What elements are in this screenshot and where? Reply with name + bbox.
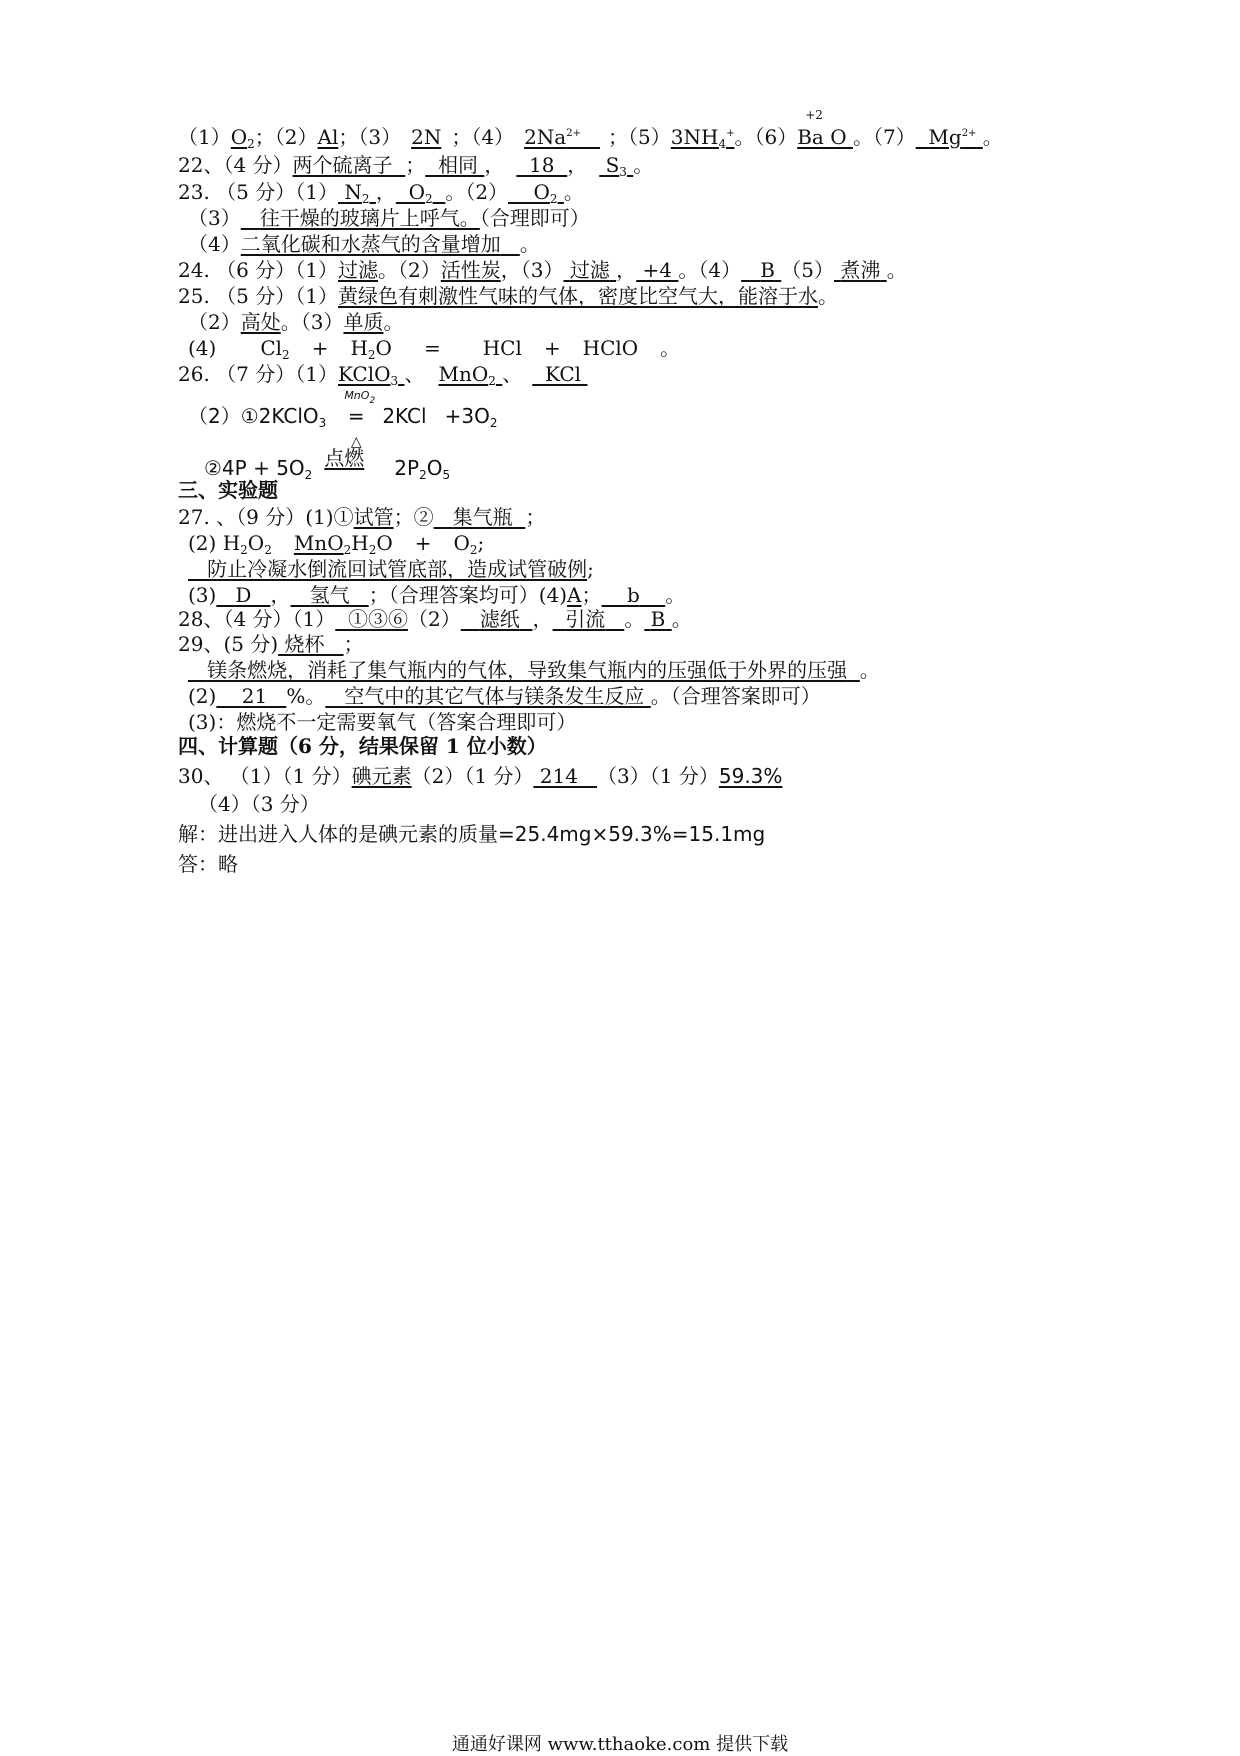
q27-sep3: ； (581, 583, 602, 607)
q26-number: 26. （7 分）（1） (178, 362, 338, 386)
q26-line1 (178, 362, 587, 393)
q22-sep3: ， (567, 153, 588, 177)
q23-answer3: $O_2$ (533, 180, 558, 206)
q28-answer3: 引流 (565, 607, 606, 631)
q27-note: ；（合理答案均可）(4) (368, 583, 568, 607)
q30-answer1: 碘元素 (351, 764, 412, 788)
q30-answer3: 59.3% (718, 764, 783, 788)
q21-sep5: 。（6） (734, 125, 798, 149)
eq2-product: $2P_2O_5$ (394, 456, 451, 482)
section-3-heading: 三、实验题 (178, 478, 278, 502)
q23-answer2: $O_2$ (408, 180, 433, 206)
eq-equals: = (423, 336, 441, 360)
q22-answer1: 两个硫离子 (292, 153, 393, 177)
q23-end: 。 (563, 180, 584, 204)
q29-answer1: 烧杯 (284, 632, 325, 656)
eq-product-hclo: HClO (582, 336, 639, 360)
q27-end: ； (525, 505, 546, 529)
q29-line1 (178, 632, 364, 656)
q27-line4-end: 。 (665, 583, 686, 607)
q25-line2-end: 。 (383, 310, 404, 334)
q28-answer4: B (650, 607, 666, 631)
q24-answer2: 活性炭 (440, 258, 501, 282)
q21-sep1: ；（2） (254, 125, 318, 149)
eq1-product1: 2KCl (382, 404, 427, 428)
eq-plus: + (543, 336, 561, 360)
q24-answer1: 过滤 (337, 258, 378, 282)
q26-sep1: 、 (404, 362, 425, 386)
section-4-heading: 四、计算题（6 分，结果保留 1 位小数） (178, 734, 547, 758)
q25-equation: (4) $Cl_2 + H_2O$ = HCl + HClO 。 (188, 336, 681, 362)
q28-sep2: ， (532, 607, 553, 631)
q28-end: 。 (671, 607, 692, 631)
q26-answer1: KClO$_3$ (337, 362, 399, 388)
q26-answer2: MnO$_2$ (438, 362, 496, 388)
q22-answer4: $S_3$ (605, 153, 627, 179)
q22-answer3: 18 (529, 153, 555, 177)
eq3-product2: $O_2$; (453, 531, 485, 557)
q28-sep3: 。 (624, 607, 645, 631)
q27-answer2: 集气瓶 (452, 505, 513, 529)
q29-number: 29、(5 分) (178, 632, 279, 656)
eq3-reactant: (2) $H_2O_2$ (188, 531, 272, 557)
q30-solution: 解：进出进入人体的是碘元素的质量=25.4mg×59.3%=15.1mg (178, 822, 766, 846)
q27-answer6: A (567, 583, 582, 607)
q25-part4-label: (4) (188, 336, 217, 360)
q27-line1 (178, 505, 545, 529)
eq-plus: + (311, 336, 329, 360)
q27-answer4: D (235, 583, 252, 607)
q22-end: 。 (633, 153, 654, 177)
q21-part1-label: （1） (178, 125, 231, 149)
q26-equation1: （2）①2KClO$_3$ MnO$_2$ = △ $2KCl +3O_2$ (188, 404, 497, 435)
q29-line2 (188, 658, 880, 682)
q27-answer3: 防止冷凝水倒流回试管底部，造成试管破例 (207, 557, 588, 581)
q30-line1 (178, 764, 782, 788)
q24-answer4: +4 (642, 258, 673, 282)
q28-line (178, 607, 692, 631)
q25-answer2: 高处 (240, 310, 281, 334)
q29-part2-label: (2) (188, 684, 217, 708)
q23-note: （合理即可） (479, 206, 590, 230)
q23-number: 23. （5 分）（1） (178, 180, 338, 204)
q30-answer-note: 答：略 (178, 852, 238, 876)
q25-line1 (178, 284, 838, 308)
q22-number: 22、（4 分） (178, 153, 293, 177)
q22-answer2: 相同 (437, 153, 478, 177)
q24-answer6: 煮沸 (840, 258, 881, 282)
q22-sep2: ， (484, 153, 505, 177)
q21-sep6: 。（7） (852, 125, 916, 149)
q27-line3 (188, 557, 594, 581)
q24-number: 24. （6 分）（1） (178, 258, 338, 282)
q23-line4-end: 。 (519, 232, 540, 256)
q29-answer2: 镁条燃烧，消耗了集气瓶内的气体，导致集气瓶内的压强低于外界的压强 (207, 658, 848, 682)
eq3-product1: $H_2O$ (351, 531, 393, 557)
q29-line2-end: 。 (859, 658, 880, 682)
q24-sep5: （5） (781, 258, 834, 282)
eq-product-hcl: HCl (482, 336, 522, 360)
q21-answer2: Al (317, 125, 339, 149)
q23-answer1: $N_2$ (344, 180, 370, 206)
q21-sep2: ；（3） (338, 125, 402, 149)
q24-answer3: 过滤 (569, 258, 610, 282)
q28-answer1: ①③⑥ (347, 607, 408, 631)
q27-line4 (188, 583, 685, 607)
q25-answer3: 单质 (343, 310, 384, 334)
eq-end: 。 (660, 336, 681, 360)
q29-answer4: 空气中的其它气体与镁条发生反应 (344, 684, 645, 708)
q25-answer1: 黄绿色有刺激性气味的气体，密度比空气大，能溶于水 (337, 284, 818, 308)
page-footer: 通通好课网 www.tthaoke.com 提供下载 (451, 1734, 789, 1755)
q30-number: 30、 （1）（1 分） (178, 764, 352, 788)
q24-end: 。 (886, 258, 907, 282)
q26-sep2: 、 (502, 362, 523, 386)
q23-answer5: 二氧化碳和水蒸气的含量增加 (240, 232, 501, 256)
q22-sep1: ； (405, 153, 426, 177)
eq-reactant-cl: Cl (260, 336, 283, 360)
q27-sep2: ， (270, 583, 291, 607)
eq1-reactant: （2）①2KClO (188, 404, 319, 428)
q24-sep2: ，（3） (500, 258, 564, 282)
eq-plus: + (414, 531, 432, 555)
q21-sep4: ；（5） (608, 125, 671, 149)
q26-equation2: ②4P + $5O_2$点燃 $2P_2O_5$ (204, 446, 451, 482)
q21-sep3: ；（4） (451, 125, 515, 149)
q23-part3-label: （3） (188, 206, 241, 230)
q21-answer5: $3NH_4^+$ (670, 125, 735, 151)
eq3-catalyst: MnO$_2$ (293, 531, 352, 557)
q25-part2-label: （2） (188, 310, 241, 334)
q30-answer2: 214 (539, 764, 578, 788)
q24-sep1: 。（2） (377, 258, 441, 282)
q25-number: 25. （5 分）（1） (178, 284, 338, 308)
q27-part3-label: (3) (188, 583, 217, 607)
eq1-sign: = (347, 404, 365, 428)
q27-answer5: 氢气 (309, 583, 350, 607)
q23-line3 (188, 206, 590, 230)
eq2-condition: 点燃 (324, 446, 365, 470)
q23-answer4: 往干燥的玻璃片上呼气。 (259, 206, 480, 230)
q21-answer7: $Mg^{2+}$ (928, 125, 977, 149)
q21-answer3: 2N (411, 125, 442, 149)
q29-answer3: 21 (241, 684, 268, 708)
q21-answer4: $2Na^{2+}$ (524, 125, 581, 149)
q29-line4: (3)：燃烧不一定需要氧气（答案合理即可） (188, 710, 577, 734)
valence-mark: +2 (805, 108, 823, 122)
q29-sep1: ； (343, 632, 364, 656)
q29-percent: %。 (286, 684, 326, 708)
heat-triangle-icon: △ (350, 434, 362, 450)
q28-number: 28、（4 分）（1） (178, 607, 336, 631)
q25-line2 (188, 310, 403, 334)
q27-line3-end: ; (587, 557, 594, 581)
eq1-product2: +3O (444, 404, 490, 428)
q25-end: 。 (817, 284, 838, 308)
q21-end: 。 (982, 125, 1003, 149)
q27-number: 27. 、（9 分）(1)① (178, 505, 354, 529)
q30-sep1: （2）（1 分） (411, 764, 534, 788)
q21-answer6: +2 Ba O (797, 125, 853, 149)
q27-sep1: ；② (393, 505, 434, 529)
q30-line2: （4）（3 分） (198, 792, 320, 816)
eq2-reactants: ②4P + 5O (204, 456, 305, 480)
q29-line3 (188, 684, 821, 708)
q26-answer3: KCl (544, 362, 582, 386)
q23-sep2: 。（2） (445, 180, 509, 204)
q23-line4 (188, 232, 540, 256)
q23-part4-label: （4） (188, 232, 241, 256)
q30-sep2: （3）（1 分） (597, 764, 719, 788)
q28-sep1: （2） (407, 607, 461, 631)
q21-answer1: $O_2$ (230, 125, 255, 151)
eq1-catalyst: MnO$_2$ (344, 389, 376, 406)
q24-answer5: B (760, 258, 775, 282)
q27-answer1: 试管 (353, 505, 394, 529)
q21-line (178, 108, 1003, 156)
q29-note: 。（合理答案即可） (650, 684, 821, 708)
eq1-condition (344, 389, 376, 450)
q28-answer2: 滤纸 (479, 607, 520, 631)
q24-sep3: ， (616, 258, 637, 282)
q24-line (178, 258, 907, 282)
eq-reactant-h2o: H (350, 336, 368, 360)
q24-sep4: 。（4） (678, 258, 742, 282)
q27-answer7: b (626, 583, 640, 607)
q23-sep1: ， (375, 180, 396, 204)
q25-sep2: 。（3） (280, 310, 344, 334)
